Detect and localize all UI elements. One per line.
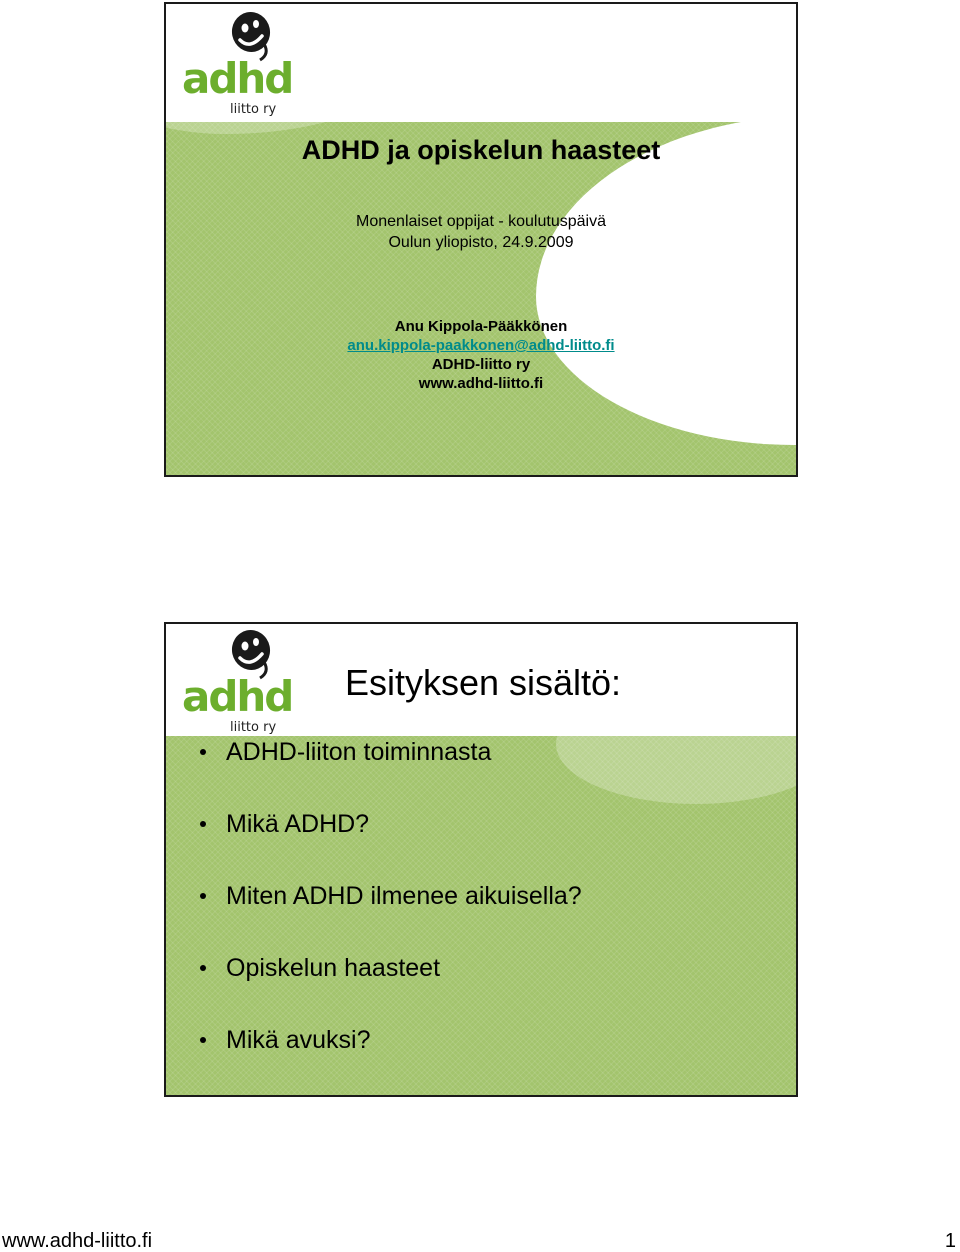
list-item [200,732,582,804]
footer-website: www.adhd-liitto.fi [2,1230,153,1252]
page-number: 1 [944,1230,956,1252]
presentation-title: ADHD ja opiskelun haasteet [301,135,661,165]
bullet-icon [200,893,206,899]
list-item-text: ADHD-liiton toiminnasta [226,738,492,766]
slide-title [164,2,798,477]
bullet-icon [200,965,206,971]
list-item [200,876,582,948]
logo-subtitle: liitto ry [230,102,277,117]
event-name: Monenlaiset oppijat - koulutuspäivä [356,213,606,230]
author-email-link[interactable]: anu.kippola-paakkonen@adhd-liitto.fi [347,337,615,354]
bullet-icon [200,749,206,755]
list-item-text: Mikä ADHD? [226,810,370,838]
bullet-icon [200,1037,206,1043]
logo-wordmark: adhd [182,54,293,103]
slide-heading-text: Esityksen sisältö: [344,662,622,703]
event-location-date: Oulun yliopisto, 24.9.2009 [388,234,574,251]
author-block [166,317,796,393]
bullet-icon [200,821,206,827]
adhd-liitto-logo [180,10,293,120]
slide-contents [164,622,798,1097]
list-item [200,804,582,876]
list-item [200,1020,582,1092]
list-item-text: Opiskelun haasteet [226,954,441,982]
author-name: Anu Kippola-Pääkkönen [394,318,568,335]
logo-subtitle: liitto ry [230,720,277,735]
event-info [166,211,796,253]
list-item-text: Mikä avuksi? [226,1026,371,1054]
list-item-text: Miten ADHD ilmenee aikuisella? [226,882,582,910]
list-item [200,948,582,1020]
logo-wordmark: adhd [182,672,293,721]
organization-name: ADHD-liitto ry [431,356,531,373]
organization-website: www.adhd-liitto.fi [418,375,544,392]
slide-heading [166,661,796,705]
contents-list [200,732,582,1092]
